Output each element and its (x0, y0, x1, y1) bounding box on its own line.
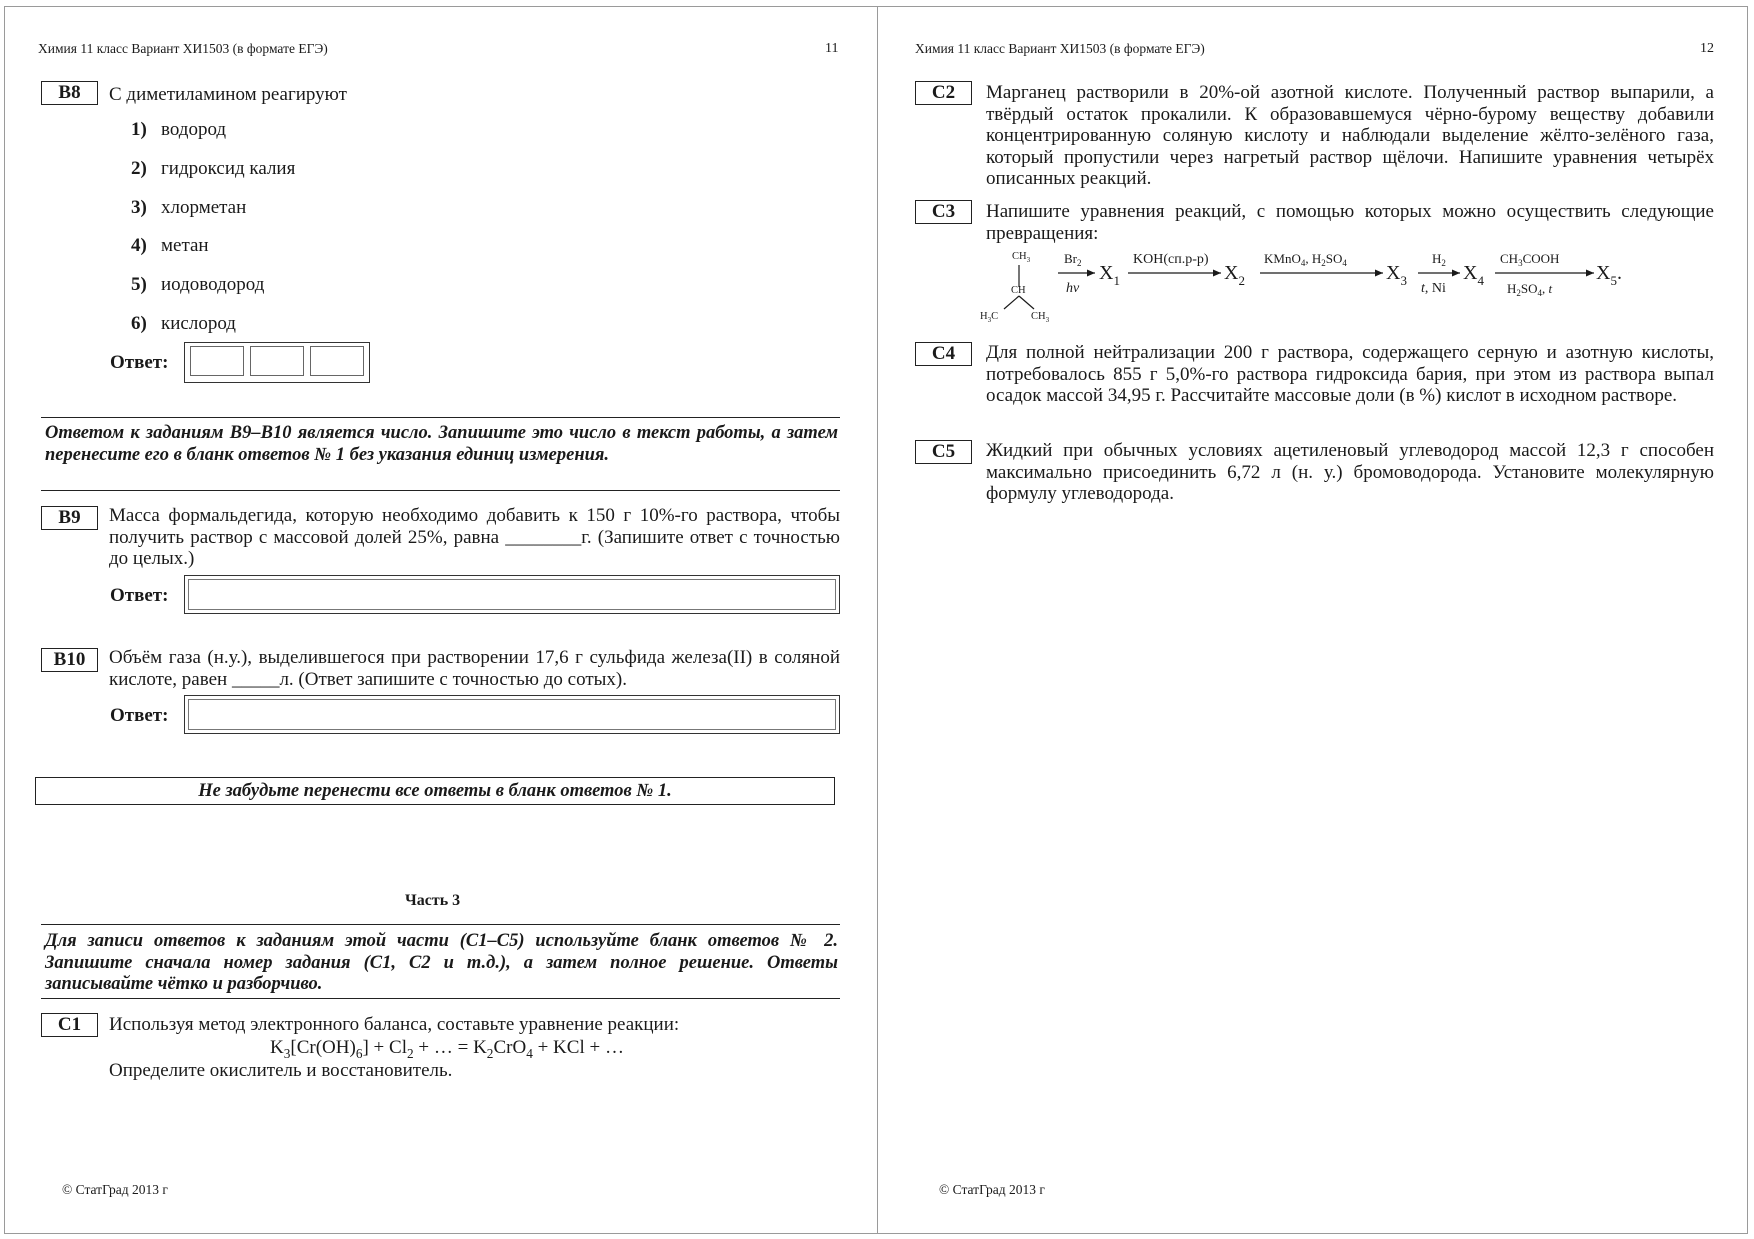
svg-text:X5.: $X_5$. (1596, 262, 1622, 288)
divider (41, 490, 840, 491)
option-text: метан (161, 235, 209, 256)
b8-option (131, 274, 264, 296)
page-header: Химия 11 класс Вариант ХИ1503 (в формате ЕГЭ) (38, 41, 328, 56)
b10-answer-field[interactable] (184, 695, 840, 734)
b8-option (131, 119, 226, 141)
b8-option (131, 235, 209, 257)
svg-text:X3: $X_3$ (1386, 262, 1407, 288)
page-header: Химия 11 класс Вариант ХИ1503 (в формате ЕГЭ) (915, 41, 1205, 56)
b9-answer-field[interactable] (184, 575, 840, 614)
left-page (4, 6, 878, 1234)
svg-text:Br2: $Br_2$ (1064, 251, 1082, 268)
task-label-c4: C4 (915, 342, 972, 366)
option-text: хлорметан (161, 197, 247, 218)
svg-text:CH3: $CH_3$ (1031, 311, 1050, 324)
svg-text:H2SO4, t: $H_2SO_4$, t (1507, 281, 1553, 298)
option-number: 6) (131, 313, 147, 334)
b10-question: Объём газа (н.у.), выделившегося при растворении 17,6 г сульфида железа(II) в соляной кислоте, равен _____л. (Ответ запишите с точностью до сотых). (109, 647, 840, 690)
c1-equation: $K_3[Cr(OH)_6] + Cl_2$ + … = $K_2CrO_4$ + KCl + … (270, 1037, 624, 1061)
b8-answer-label: Ответ: (110, 352, 169, 373)
b8-answer-field[interactable] (184, 342, 370, 383)
right-page (877, 6, 1748, 1234)
svg-text:hv: hv (1066, 281, 1080, 296)
b10-answer-label: Ответ: (110, 705, 169, 726)
b8-option (131, 158, 295, 180)
b8-question: С диметиламином реагируют (109, 84, 347, 105)
task-label-c1: C1 (41, 1013, 98, 1037)
option-number: 5) (131, 274, 147, 295)
task-label-c3: C3 (915, 200, 972, 224)
svg-text:t, Ni: t, Ni (1421, 281, 1446, 296)
svg-text:CH3COOH: $CH_3COOH$ (1500, 251, 1560, 268)
c1-task: Определите окислитель и восстановитель. (109, 1060, 453, 1081)
svg-text:X2: $X_2$ (1224, 262, 1245, 288)
svg-text:KOH(сп.р-р): KOH(сп.р-р) (1133, 252, 1209, 267)
task-label-b8: B8 (41, 81, 98, 105)
part3-instruction: Для записи ответов к заданиям этой части (С1–С5) используйте бланк ответов № 2. Запишите сначала номер задания (С1, С2 и т.д.), а затем полное решение. Ответы записывайте чётко и разборчиво. (45, 931, 838, 994)
svg-text:H2: $H_2$ (1432, 251, 1446, 268)
b9-answer-label: Ответ: (110, 585, 169, 606)
option-text: кислород (161, 313, 236, 334)
task-label-b9: B9 (41, 506, 98, 530)
b8-option (131, 197, 246, 219)
svg-text:X1: $X_1$ (1099, 262, 1120, 288)
b8-option (131, 313, 236, 335)
answer-cell[interactable] (310, 346, 364, 376)
option-number: 2) (131, 158, 147, 179)
divider (41, 998, 840, 999)
svg-text:CH3: $CH_3$ (1012, 251, 1031, 264)
option-text: иодоводород (161, 274, 265, 295)
c1-question: Используя метод электронного баланса, составьте уравнение реакции: (109, 1014, 680, 1035)
page-number: 11 (825, 41, 839, 56)
svg-text:X4: $X_4$ (1463, 262, 1484, 288)
answer-cell[interactable] (190, 346, 244, 376)
page-footer: © СтатГрад 2013 г (939, 1182, 1045, 1197)
task-label-c2: C2 (915, 81, 972, 105)
option-number: 4) (131, 235, 147, 256)
option-number: 1) (131, 119, 147, 140)
svg-text:KMnO4, H2SO4: KMnO$_4$, $H_2SO_4$ (1264, 251, 1347, 268)
answer-cell[interactable] (250, 346, 304, 376)
divider (41, 924, 840, 925)
page-number: 12 (1700, 41, 1714, 56)
divider (41, 417, 840, 418)
task-label-c5: C5 (915, 440, 972, 464)
svg-text:CH: CH (1011, 285, 1026, 296)
c5-question: Жидкий при обычных условиях ацетиленовый углеводород массой 12,3 г способен максимально присоединить 6,72 л (н. у.) бромоводорода. Установите молекулярную формулу углеводорода. (986, 440, 1714, 504)
b9-question: Масса формальдегида, которую необходимо добавить к 150 г 10%-го раствора, чтобы получить раствор с массовой долей 25%, равна ________г. (Запишите ответ с точностью до целых.) (109, 505, 840, 569)
c3-reaction-scheme (980, 243, 1718, 325)
c2-question: Марганец растворили в 20%-ой азотной кислоте. Полученный раствор выпарили, а твёрдый остаток прокалили. К образовавшемуся чёрно-бурому веществу добавили концентрированную соляную кислоту и наблюдали выделение жёлто-зелёного газа, который пропустили через нагретый раствор щёлочи. Напишите уравнения четырёх описанных реакций. (986, 82, 1714, 189)
page-footer: © СтатГрад 2013 г (62, 1182, 168, 1197)
b9-b10-instruction: Ответом к заданиям В9–В10 является число. Запишите это число в текст работы, а затем перенесите его в бланк ответов № 1 без указания единиц измерения. (45, 423, 838, 465)
reminder-box: Не забудьте перенести все ответы в бланк ответов № 1. (35, 777, 835, 805)
option-text: водород (161, 119, 227, 140)
option-number: 3) (131, 197, 147, 218)
c4-question: Для полной нейтрализации 200 г раствора, содержащего серную и азотную кислоты, потребовалось 855 г 5,0%-го раствора гидроксида бария, при этом из раствора выпал осадок массой 34,95 г. Рассчитайте массовые доли (в %) кислот в исходном растворе. (986, 342, 1714, 406)
option-text: гидроксид калия (161, 158, 296, 179)
task-label-b10: B10 (41, 648, 98, 672)
c3-question: Напишите уравнения реакций, с помощью которых можно осуществить следующие превращения: (986, 201, 1714, 244)
part3-title: Часть 3 (405, 892, 461, 909)
svg-text:H3C: $H_3C$ (980, 311, 999, 324)
